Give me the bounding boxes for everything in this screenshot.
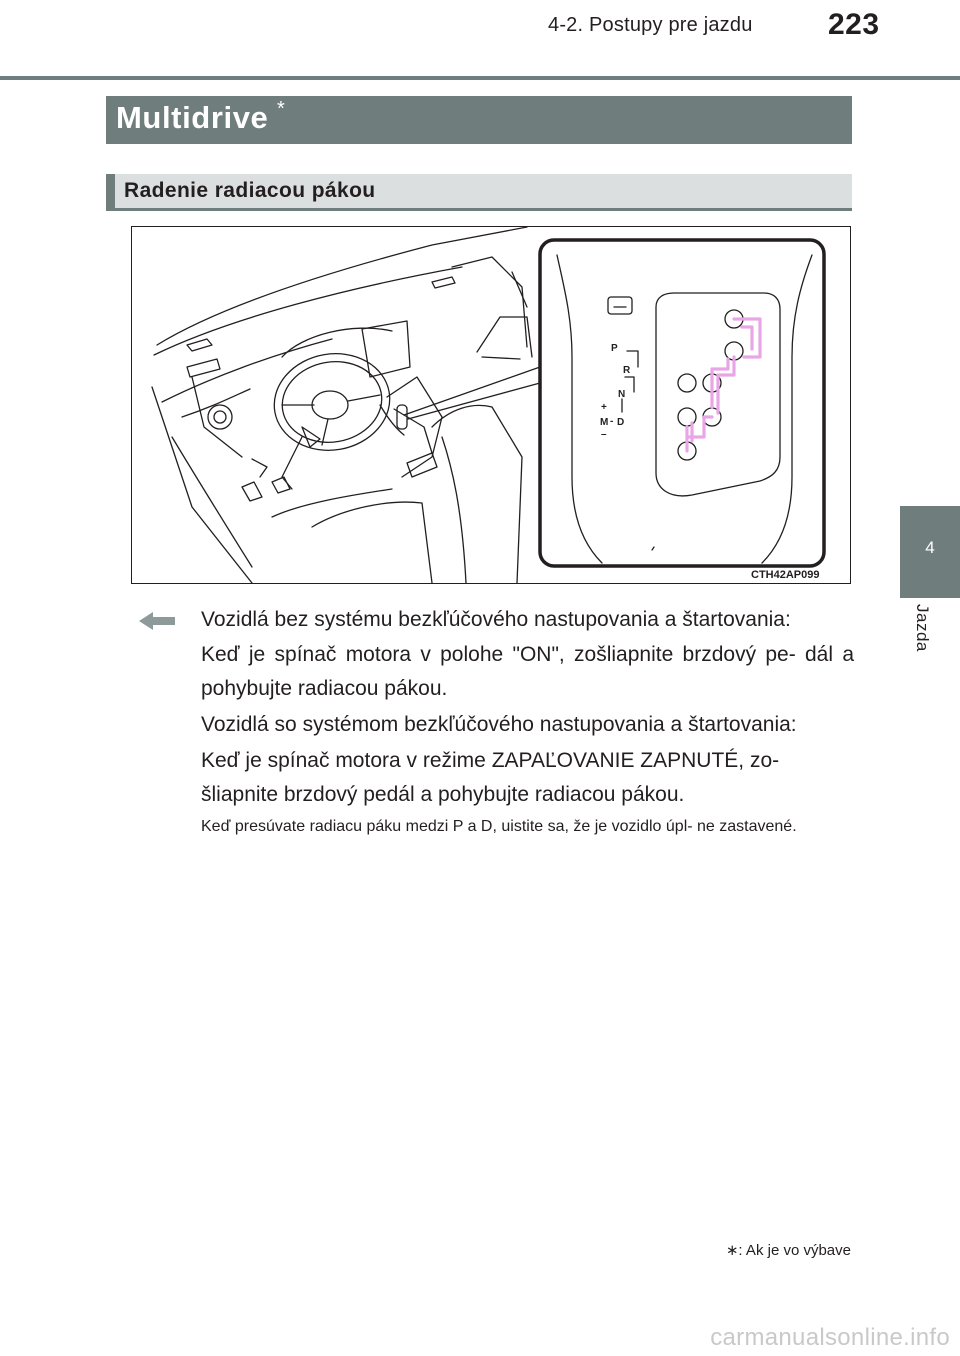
subsection-accent (106, 174, 115, 211)
caution-note: Keď presúvate radiacu páku medzi P a D, uistite sa, že je vozidlo úpl- ne zastavené. (201, 818, 797, 835)
shift-label-d: D (617, 417, 625, 428)
subsection-title: Radenie radiacou pákou (124, 179, 376, 202)
shift-label-n: N (618, 389, 626, 400)
header-rule (0, 76, 960, 80)
instruction-no-smart-key: Keď je spínač motora v polohe "ON", zošliapnite brzdový pe- dál a pohybujte radiacou pákou. (201, 643, 854, 700)
figure-code: CTH42AP099 (751, 569, 820, 581)
instruction-smart-key: Keď je spínač motora v režime ZAPAĽOVANIE ZAPNUTÉ, zo- šliapnite brzdový pedál a pohybujte radiacou pákou. (201, 749, 780, 806)
footnote: ∗: Ak je vo výbave (725, 1242, 851, 1259)
shift-label-m: M (600, 417, 609, 428)
figure-frame: P R N + M - D – (131, 226, 851, 584)
shift-path-diagram (132, 227, 850, 583)
condition-no-smart-key: Vozidlá bez systému bezkľúčového nastupovania a štartovania: (201, 608, 791, 631)
chapter-number: 4 (925, 538, 935, 557)
shift-label-p: P (611, 343, 618, 354)
shift-label-r: R (623, 365, 631, 376)
shift-label-plus: + (601, 402, 607, 413)
subsection-underline (106, 208, 852, 211)
page-title: Multidrive (116, 100, 269, 135)
page-number: 223 (828, 8, 880, 41)
section-title: 4-2. Postupy pre jazdu (548, 14, 753, 36)
chapter-label: Jazda (913, 604, 932, 652)
condition-smart-key: Vozidlá so systémom bezkľúčového nastupovania a štartovania: (201, 713, 797, 736)
title-asterisk: * (277, 98, 285, 120)
watermark: carmanualsonline.info (710, 1324, 950, 1351)
left-arrow-icon (139, 612, 175, 630)
shift-label-minus: – (601, 429, 607, 440)
